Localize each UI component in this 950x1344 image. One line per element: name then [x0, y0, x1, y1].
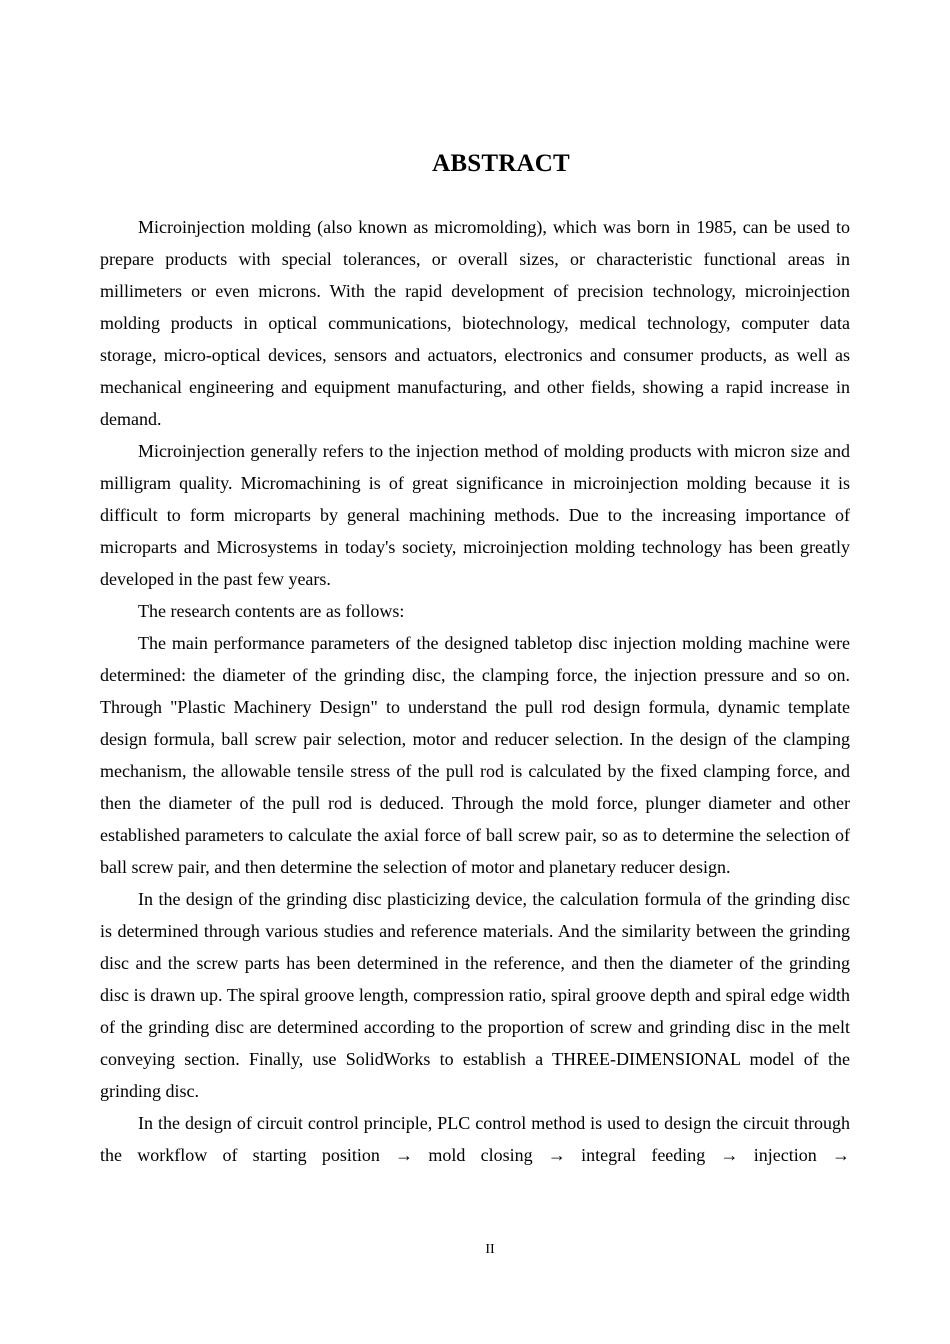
abstract-body [100, 211, 850, 1171]
paragraph-intro: Microinjection molding (also known as micromolding), which was born in 1985, can be used to prepare products with special tolerances, or overall sizes, or characteristic functional areas in millimeters or even microns. With the rapid development of precision technology, microinjection molding products in optical communications, biotechnology, medical technology, computer data storage, micro-optical devices, sensors and actuators, electronics and consumer products, as well as mechanical engineering and equipment manufacturing, and other fields, showing a rapid increase in demand. [100, 217, 850, 429]
paragraph-circuit-control: In the design of circuit control principle, PLC control method is used to design the circuit through the workflow of starting position → mold closing → integral feeding → injection → [100, 1113, 850, 1165]
paragraph-performance-parameters: The main performance parameters of the designed tabletop disc injection molding machine were determined: the diameter of the grinding disc, the clamping force, the injection pressure and so on. Through "Plastic Machinery Design" to understand the pull rod design formula, dynamic template design formula, ball screw pair selection, motor and reducer selection. In the design of the clamping mechanism, the allowable tensile stress of the pull rod is calculated by the fixed clamping force, and then the diameter of the pull rod is deduced. Through the mold force, plunger diameter and other established parameters to calculate the axial force of ball screw pair, so as to determine the selection of ball screw pair, and then determine the selection of motor and planetary reducer design. [100, 633, 850, 877]
abstract-title: ABSTRACT [432, 150, 570, 177]
paragraph-definition: Microinjection generally refers to the injection method of molding products with micron size and milligram quality. Micromachining is of great significance in microinjection molding because it is difficult to form microparts by general machining methods. Due to the increasing importance of microparts and Microsystems in today's society, microinjection molding technology has been greatly developed in the past few years. [100, 441, 850, 589]
paragraph-research-lead: The research contents are as follows: [138, 601, 405, 621]
page-number: II [485, 1242, 495, 1257]
paragraph-grinding-disc-design: In the design of the grinding disc plasticizing device, the calculation formula of the grinding disc is determined through various studies and reference materials. And the similarity between the grinding disc and the screw parts has been determined in the reference, and then the diameter of the grinding disc is drawn up. The spiral groove length, compression ratio, spiral groove depth and spiral edge width of the grinding disc are determined according to the proportion of screw and grinding disc in the melt conveying section. Finally, use SolidWorks to establish a THREE-DIMENSIONAL model of the grinding disc. [100, 889, 850, 1101]
